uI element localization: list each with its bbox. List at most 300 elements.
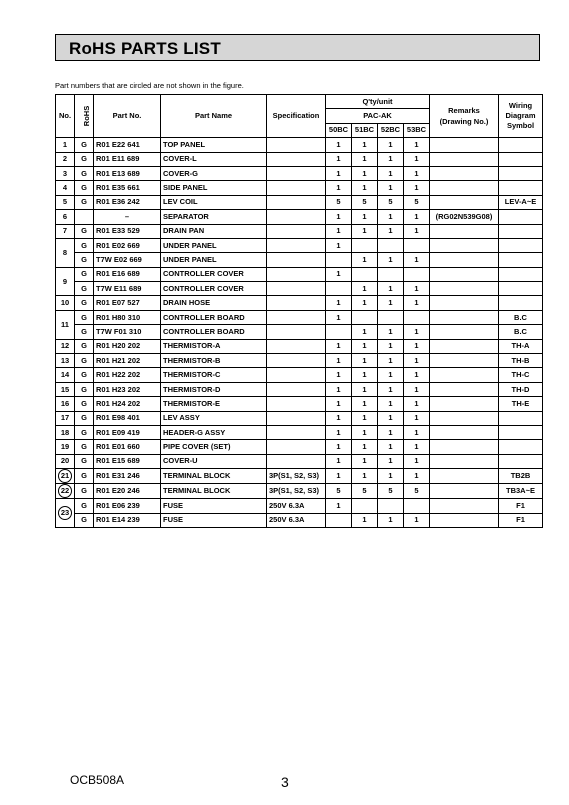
item-number-label: 4 — [62, 183, 68, 193]
wiring-symbol: F1 — [499, 513, 543, 527]
qty-cell: 1 — [352, 425, 378, 439]
part-number: R01 H23 202 — [94, 382, 161, 396]
item-number — [56, 382, 75, 396]
table-row — [56, 195, 543, 209]
parts-body — [56, 138, 543, 528]
rohs-cell: G — [75, 325, 94, 339]
rohs-cell: G — [75, 224, 94, 238]
part-name: COVER-U — [161, 454, 267, 468]
qty-cell: 1 — [326, 499, 352, 513]
item-number — [56, 181, 75, 195]
specification — [267, 253, 326, 267]
remarks — [430, 469, 499, 484]
qty-cell: 1 — [326, 267, 352, 281]
qty-cell: 1 — [404, 325, 430, 339]
part-name: UNDER PANEL — [161, 238, 267, 252]
wiring-symbol: B.C — [499, 310, 543, 324]
part-name: PIPE COVER (SET) — [161, 440, 267, 454]
table-row — [56, 382, 543, 396]
specification: 250V 6.3A — [267, 499, 326, 513]
item-number — [56, 425, 75, 439]
qty-cell — [352, 267, 378, 281]
qty-cell: 1 — [326, 166, 352, 180]
item-number — [56, 469, 75, 484]
remarks — [430, 454, 499, 468]
item-number-label: 20 — [60, 456, 70, 466]
qty-cell: 1 — [326, 469, 352, 484]
wiring-symbol — [499, 138, 543, 152]
specification — [267, 454, 326, 468]
specification — [267, 152, 326, 166]
item-number — [56, 499, 75, 528]
qty-cell: 1 — [326, 440, 352, 454]
qty-cell: 1 — [326, 454, 352, 468]
wiring-symbol — [499, 224, 543, 238]
qty-cell: 1 — [378, 440, 404, 454]
remarks — [430, 325, 499, 339]
qty-cell: 1 — [404, 397, 430, 411]
part-name: THERMISTOR-C — [161, 368, 267, 382]
remarks — [430, 166, 499, 180]
qty-cell — [404, 238, 430, 252]
qty-cell: 1 — [352, 339, 378, 353]
qty-cell — [378, 238, 404, 252]
item-number — [56, 210, 75, 224]
part-number: R01 E09 419 — [94, 425, 161, 439]
qty-cell: 1 — [352, 440, 378, 454]
header-qty: Q'ty/unit — [326, 95, 430, 109]
item-number — [56, 152, 75, 166]
item-number — [56, 440, 75, 454]
qty-cell: 1 — [378, 210, 404, 224]
qty-cell: 1 — [404, 253, 430, 267]
specification — [267, 339, 326, 353]
rohs-cell: G — [75, 499, 94, 513]
remarks — [430, 253, 499, 267]
item-number — [56, 296, 75, 310]
remarks — [430, 397, 499, 411]
rohs-cell: G — [75, 181, 94, 195]
rohs-cell: G — [75, 282, 94, 296]
part-number: R01 E33 529 — [94, 224, 161, 238]
item-number — [56, 354, 75, 368]
part-number: R01 E36 242 — [94, 195, 161, 209]
part-number: – — [94, 210, 161, 224]
specification — [267, 181, 326, 195]
remarks — [430, 138, 499, 152]
remarks — [430, 425, 499, 439]
rohs-cell: G — [75, 411, 94, 425]
qty-cell: 1 — [378, 325, 404, 339]
table-row — [56, 354, 543, 368]
qty-cell: 1 — [326, 138, 352, 152]
part-number: R01 E01 660 — [94, 440, 161, 454]
part-number: T7W E11 689 — [94, 282, 161, 296]
part-name: TOP PANEL — [161, 138, 267, 152]
item-number — [56, 411, 75, 425]
wiring-symbol: TB2B — [499, 469, 543, 484]
header-model-50bc: 50BC — [326, 123, 352, 137]
qty-cell: 1 — [404, 181, 430, 195]
table-row — [56, 368, 543, 382]
specification — [267, 210, 326, 224]
remarks: (RG02N539G08) — [430, 210, 499, 224]
remarks — [430, 499, 499, 513]
part-name: LEV ASSY — [161, 411, 267, 425]
rohs-cell: G — [75, 195, 94, 209]
table-row — [56, 253, 543, 267]
item-number-label: 7 — [62, 226, 68, 236]
part-number: R01 E35 661 — [94, 181, 161, 195]
wiring-symbol: TH-A — [499, 339, 543, 353]
qty-cell: 1 — [352, 210, 378, 224]
part-name: CONTROLLER BOARD — [161, 325, 267, 339]
table-row — [56, 454, 543, 468]
table-row — [56, 181, 543, 195]
rohs-cell: G — [75, 152, 94, 166]
part-name: HEADER-G ASSY — [161, 425, 267, 439]
rohs-cell: G — [75, 354, 94, 368]
qty-cell: 1 — [378, 181, 404, 195]
wiring-symbol — [499, 411, 543, 425]
header-rohs — [75, 95, 94, 138]
rohs-cell: G — [75, 513, 94, 527]
qty-cell: 1 — [404, 339, 430, 353]
qty-cell: 1 — [352, 152, 378, 166]
qty-cell: 1 — [378, 253, 404, 267]
part-name: UNDER PANEL — [161, 253, 267, 267]
part-name: THERMISTOR-A — [161, 339, 267, 353]
item-number-label: 3 — [62, 168, 68, 178]
qty-cell — [326, 513, 352, 527]
circled-item-number: 23 — [58, 506, 72, 520]
wiring-symbol: TB3A~E — [499, 484, 543, 499]
item-number — [56, 397, 75, 411]
wiring-symbol: LEV-A~E — [499, 195, 543, 209]
qty-cell: 1 — [326, 411, 352, 425]
item-number — [56, 267, 75, 296]
rohs-cell: G — [75, 425, 94, 439]
wiring-symbol — [499, 210, 543, 224]
part-name: FUSE — [161, 513, 267, 527]
part-number: R01 E98 401 — [94, 411, 161, 425]
remarks — [430, 282, 499, 296]
header-part-name: Part Name — [161, 95, 267, 138]
table-row — [56, 224, 543, 238]
item-number-label: 15 — [60, 384, 70, 394]
qty-cell: 1 — [378, 166, 404, 180]
item-number — [56, 238, 75, 267]
specification — [267, 296, 326, 310]
table-row — [56, 166, 543, 180]
page-title: RoHS PARTS LIST — [69, 39, 221, 58]
remarks — [430, 411, 499, 425]
qty-cell: 5 — [326, 484, 352, 499]
qty-cell: 1 — [352, 181, 378, 195]
wiring-symbol: F1 — [499, 499, 543, 513]
qty-cell: 1 — [404, 210, 430, 224]
specification — [267, 382, 326, 396]
part-number: R01 H21 202 — [94, 354, 161, 368]
specification — [267, 282, 326, 296]
rohs-cell: G — [75, 484, 94, 499]
item-number-label: 16 — [60, 398, 70, 408]
qty-cell: 1 — [326, 368, 352, 382]
part-name: COVER-L — [161, 152, 267, 166]
qty-cell: 1 — [404, 440, 430, 454]
item-number-label: 11 — [61, 319, 69, 329]
qty-cell — [378, 499, 404, 513]
table-row — [56, 152, 543, 166]
header-model-52bc: 52BC — [378, 123, 404, 137]
wiring-symbol — [499, 253, 543, 267]
item-number-label: 2 — [62, 154, 68, 164]
item-number — [56, 195, 75, 209]
item-number — [56, 310, 75, 339]
part-name: LEV COIL — [161, 195, 267, 209]
wiring-symbol: TH-D — [499, 382, 543, 396]
part-name: CONTROLLER COVER — [161, 282, 267, 296]
remarks — [430, 484, 499, 499]
specification — [267, 238, 326, 252]
qty-cell: 1 — [404, 469, 430, 484]
qty-cell: 5 — [378, 195, 404, 209]
qty-cell: 1 — [378, 425, 404, 439]
remarks — [430, 152, 499, 166]
specification — [267, 195, 326, 209]
wiring-symbol — [499, 267, 543, 281]
part-number: R01 H22 202 — [94, 368, 161, 382]
qty-cell: 1 — [404, 282, 430, 296]
part-number: R01 E31 246 — [94, 469, 161, 484]
remarks — [430, 513, 499, 527]
header-no: No. — [56, 95, 75, 138]
rohs-cell: G — [75, 253, 94, 267]
remarks — [430, 296, 499, 310]
specification — [267, 440, 326, 454]
table-row — [56, 296, 543, 310]
qty-cell: 5 — [404, 195, 430, 209]
part-number: R01 E20 246 — [94, 484, 161, 499]
remarks — [430, 195, 499, 209]
circled-note: Part numbers that are circled are not shown in the figure. — [55, 81, 244, 90]
remarks — [430, 238, 499, 252]
qty-cell: 1 — [378, 454, 404, 468]
qty-cell: 5 — [378, 484, 404, 499]
wiring-symbol — [499, 152, 543, 166]
item-number-label: 1 — [62, 139, 68, 149]
qty-cell: 1 — [326, 339, 352, 353]
wiring-symbol: TH-B — [499, 354, 543, 368]
part-name: THERMISTOR-D — [161, 382, 267, 396]
part-number: R01 E22 641 — [94, 138, 161, 152]
header-wiring: Wiring Diagram Symbol — [499, 95, 543, 138]
qty-cell: 1 — [352, 138, 378, 152]
remarks — [430, 224, 499, 238]
parts-table — [55, 94, 543, 528]
qty-cell: 1 — [352, 282, 378, 296]
part-name: THERMISTOR-E — [161, 397, 267, 411]
qty-cell — [326, 282, 352, 296]
item-number-label: 12 — [60, 341, 70, 351]
remarks — [430, 354, 499, 368]
part-name: DRAIN PAN — [161, 224, 267, 238]
rohs-cell: G — [75, 267, 94, 281]
qty-cell: 1 — [326, 181, 352, 195]
qty-cell: 1 — [378, 382, 404, 396]
qty-cell — [326, 325, 352, 339]
part-number: T7W F01 310 — [94, 325, 161, 339]
part-name: SIDE PANEL — [161, 181, 267, 195]
table-row — [56, 425, 543, 439]
rohs-cell: G — [75, 138, 94, 152]
qty-cell: 1 — [352, 397, 378, 411]
part-number: R01 E07 527 — [94, 296, 161, 310]
remarks — [430, 267, 499, 281]
qty-cell: 1 — [326, 382, 352, 396]
item-number-label: 6 — [62, 211, 68, 221]
part-number: T7W E02 669 — [94, 253, 161, 267]
specification — [267, 224, 326, 238]
table-row — [56, 411, 543, 425]
specification — [267, 368, 326, 382]
item-number-label: 10 — [60, 298, 70, 308]
qty-cell — [378, 310, 404, 324]
qty-cell: 1 — [352, 368, 378, 382]
part-number: R01 E13 689 — [94, 166, 161, 180]
qty-cell: 1 — [352, 382, 378, 396]
qty-cell: 1 — [352, 325, 378, 339]
qty-cell — [352, 499, 378, 513]
wiring-symbol — [499, 166, 543, 180]
remarks — [430, 382, 499, 396]
part-name: DRAIN HOSE — [161, 296, 267, 310]
table-row — [56, 469, 543, 484]
wiring-symbol: TH-C — [499, 368, 543, 382]
part-number: R01 E16 689 — [94, 267, 161, 281]
qty-cell: 1 — [352, 411, 378, 425]
qty-cell: 1 — [404, 296, 430, 310]
qty-cell: 1 — [404, 224, 430, 238]
header-specification: Specification — [267, 95, 326, 138]
item-number-label: 19 — [60, 442, 70, 452]
item-number — [56, 454, 75, 468]
qty-cell: 1 — [326, 152, 352, 166]
title-box — [55, 34, 540, 61]
specification — [267, 310, 326, 324]
rohs-cell: G — [75, 310, 94, 324]
qty-cell: 1 — [352, 469, 378, 484]
specification — [267, 166, 326, 180]
qty-cell: 1 — [352, 354, 378, 368]
part-name: TERMINAL BLOCK — [161, 469, 267, 484]
table-row — [56, 267, 543, 281]
qty-cell: 1 — [404, 138, 430, 152]
item-number — [56, 484, 75, 499]
item-number-label: 14 — [60, 370, 70, 380]
remarks — [430, 310, 499, 324]
item-number — [56, 339, 75, 353]
specification: 3P(S1, S2, S3) — [267, 484, 326, 499]
part-name: CONTROLLER BOARD — [161, 310, 267, 324]
table-row — [56, 397, 543, 411]
qty-cell — [378, 267, 404, 281]
wiring-symbol: B.C — [499, 325, 543, 339]
qty-cell: 1 — [326, 238, 352, 252]
qty-cell: 1 — [326, 296, 352, 310]
qty-cell: 1 — [378, 513, 404, 527]
item-number-label: 9 — [62, 276, 68, 286]
item-number-label: 8 — [62, 247, 68, 257]
qty-cell: 1 — [352, 454, 378, 468]
item-number — [56, 368, 75, 382]
part-number: R01 E11 689 — [94, 152, 161, 166]
qty-cell: 1 — [378, 469, 404, 484]
remarks — [430, 339, 499, 353]
qty-cell: 1 — [378, 282, 404, 296]
wiring-symbol — [499, 440, 543, 454]
rohs-cell: G — [75, 238, 94, 252]
table-row — [56, 339, 543, 353]
part-name: SEPARATOR — [161, 210, 267, 224]
specification — [267, 411, 326, 425]
table-row — [56, 499, 543, 513]
item-number-label: 13 — [60, 355, 70, 365]
part-number: R01 E14 239 — [94, 513, 161, 527]
part-name: FUSE — [161, 499, 267, 513]
qty-cell: 1 — [378, 224, 404, 238]
part-name: TERMINAL BLOCK — [161, 484, 267, 499]
remarks — [430, 181, 499, 195]
rohs-cell: G — [75, 397, 94, 411]
specification — [267, 397, 326, 411]
header-remarks: Remarks (Drawing No.) — [430, 95, 499, 138]
qty-cell: 1 — [404, 354, 430, 368]
qty-cell: 1 — [352, 296, 378, 310]
qty-cell: 5 — [404, 484, 430, 499]
qty-cell: 1 — [378, 411, 404, 425]
qty-cell: 1 — [352, 166, 378, 180]
table-row — [56, 484, 543, 499]
item-number-label: 17 — [60, 413, 70, 423]
rohs-cell — [75, 210, 94, 224]
remarks — [430, 440, 499, 454]
qty-cell: 1 — [404, 368, 430, 382]
qty-cell: 1 — [326, 397, 352, 411]
rohs-cell: G — [75, 368, 94, 382]
qty-cell: 1 — [404, 411, 430, 425]
header-model-53bc: 53BC — [404, 123, 430, 137]
qty-cell: 1 — [404, 513, 430, 527]
wiring-symbol — [499, 238, 543, 252]
table-row — [56, 138, 543, 152]
part-number: R01 E02 669 — [94, 238, 161, 252]
page-number: 3 — [281, 774, 289, 790]
qty-cell: 5 — [352, 195, 378, 209]
wiring-symbol — [499, 181, 543, 195]
part-name: CONTROLLER COVER — [161, 267, 267, 281]
table-row — [56, 513, 543, 527]
header-rohs-label: RoHS — [82, 105, 92, 127]
table-row — [56, 238, 543, 252]
part-number: R01 H80 310 — [94, 310, 161, 324]
specification: 250V 6.3A — [267, 513, 326, 527]
wiring-symbol — [499, 282, 543, 296]
qty-cell — [404, 499, 430, 513]
header-model-51bc: 51BC — [352, 123, 378, 137]
qty-cell — [404, 267, 430, 281]
specification — [267, 138, 326, 152]
